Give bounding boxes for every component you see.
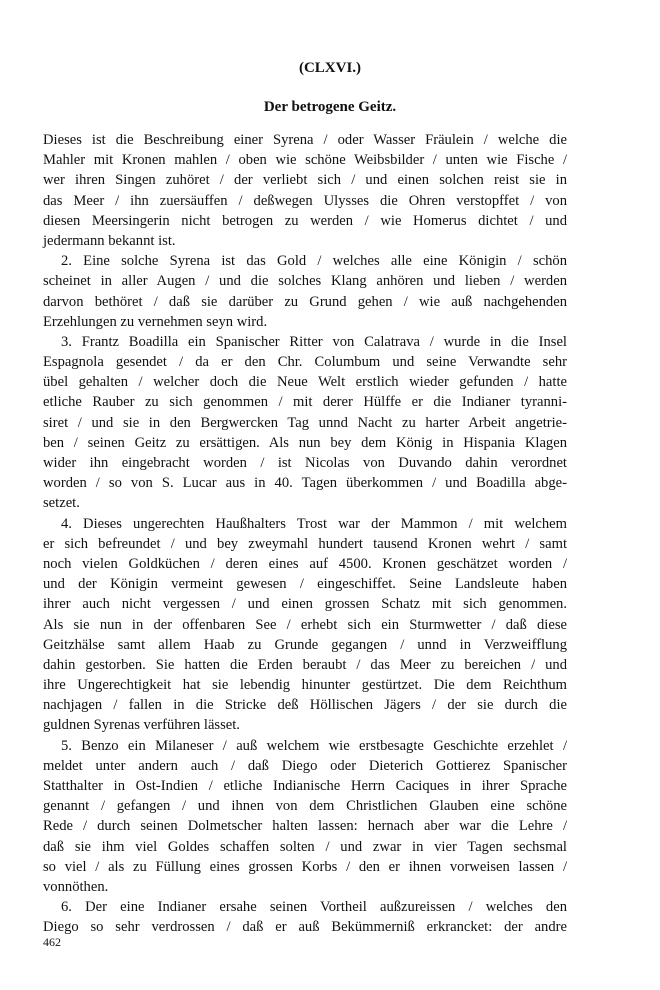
text-line: 4. Dieses ungerechten Haußhalters Trost war der Mammon / mit welchem <box>61 515 567 532</box>
text-line: 5. Benzo ein Milaneser / auß welchem wie erstbesagte Geschichte erzehlet / <box>61 737 567 754</box>
page-number: 462 <box>43 935 61 949</box>
text-line: Rede / durch seinen Dolmetscher halten lassen: hernach aber war die Lehre / <box>43 818 567 835</box>
text-line: er sich befreundet / und bey zweymahl hundert tausend Kronen wehrt / samt <box>43 535 567 552</box>
text-line: und der Königin vermeint gewesen / eingeschiffet. Seine Landsleute haben <box>43 576 567 593</box>
text-line: wider ihn eingebracht worden / ist Nicolas von Duvando dahin verordnet <box>43 455 567 471</box>
text-line: 6. Der eine Indianer ersahe seinen Vortheil außzureissen / welches den <box>61 899 567 916</box>
text-line: scheinet in aller Augen / und die solches Klang anhören und lieben / werden <box>43 273 567 290</box>
text-line: nachjagen / fallen in die Stricke deß Höllischen Jägers / der sie durch die <box>43 697 567 714</box>
text-line: dahin gestorben. Sie hatten die Erden beraubt / das Meer zu bereichen / und <box>43 656 567 673</box>
text-line: ihre Ungerechtigkeit hat sie lebendig hinunter gestürtzet. Die dem Reichthum <box>43 677 567 694</box>
text-line: noch vielen Goldküchen / deren eines auf 4500. Kronen geschätzet worden / <box>43 555 567 572</box>
text-line: Diego so sehr verdrossen / daß er auß Bekümmerniß erkrancket: der andre <box>43 919 567 936</box>
text-line: siret / und sie in den Bergwercken Tag unnd Nacht zu harter Arbeit angetrie- <box>43 414 567 431</box>
text-line: genannt / gefangen / und ihnen von dem Christlichen Glauben eine schöne <box>43 798 567 815</box>
text-line: ihrer auch nicht vergessen / und einen grossen Schatz mit sich genommen. <box>43 596 567 613</box>
text-line: setzet. <box>43 495 80 512</box>
text-line: worden / so von S. Lucar aus in 40. Tagen überkommen / und Boadilla abge- <box>43 475 567 492</box>
text-line: übel gehalten / welcher doch die Neue Welt erstlich wieder gefunden / hatte <box>43 374 567 391</box>
text-line: meldet unter andern auch / daß Diego oder Dieterich Gottierez Spanischer <box>43 757 567 774</box>
chapter-number: (CLXVI.) <box>298 60 362 76</box>
text-line: Geitzhälse samt allem Haab zu Grunde gegangen / unnd in Verzweifflung <box>43 636 567 653</box>
text-line: das Meer / ihn zuersäuffen / deßwegen Ulysses die Ohren verstopffet / von <box>43 192 567 209</box>
text-line: 3. Frantz Boadilla ein Spanischer Ritter von Calatrava / wurde in die Insel <box>61 333 567 350</box>
text-line: Espagnola gesendet / da er den Chr. Columbum und seine Verwandte sehr <box>43 354 567 371</box>
body-text <box>43 130 567 938</box>
chapter-title: Der betrogene Geitz. <box>263 99 397 115</box>
text-line: Mahler mit Kronen mahlen / oben wie schöne Weibsbilder / unten wie Fische / <box>43 152 567 169</box>
text-line: Als sie nun in der offenbaren See / erhebt sich ein Sturmwetter / daß diese <box>43 616 567 633</box>
text-line: ben / seinen Geitz zu ersättigen. Als nun bey dem König in Hispania Klagen <box>43 434 567 451</box>
text-line: Erzehlungen zu vernehmen seyn wird. <box>43 313 268 330</box>
text-line: diesen Meersingerin nicht betrogen zu werden / wie Homerus dichtet / und <box>43 212 567 229</box>
text-line: 2. Eine solche Syrena ist das Gold / welches alle eine Königin / schön <box>61 253 567 270</box>
text-line: Dieses ist die Beschreibung einer Syrena / oder Wasser Fräulein / welche die <box>43 132 567 148</box>
text-line: daß sie ihm viel Goldes schaffen solten / und zwar in vier Tagen sechsmal <box>43 838 567 855</box>
text-line: etliche Rauber zu sich genommen / mit derer Hülffe er die Indianer tyranni- <box>43 394 567 411</box>
text-line: vonnöthen. <box>43 878 109 895</box>
text-line: darvon bethöret / daß sie darüber zu Grund gehen / wie auß nachgehenden <box>43 293 567 310</box>
text-line: Statthalter in Ost-Indien / etliche Indianische Herrn Caciques in ihrer Sprache <box>43 778 567 794</box>
text-line: jedermann bekannt ist. <box>43 232 176 249</box>
text-line: wer ihren Singen zuhöret / der verliebt sich / und einen solchen reist sie in <box>43 172 567 189</box>
text-line: so viel / als zu Füllung eines grossen Korbs / den er ihnen vorweisen lassen / <box>43 858 567 875</box>
text-line: guldnen Syrenas verführen lässet. <box>43 717 240 734</box>
